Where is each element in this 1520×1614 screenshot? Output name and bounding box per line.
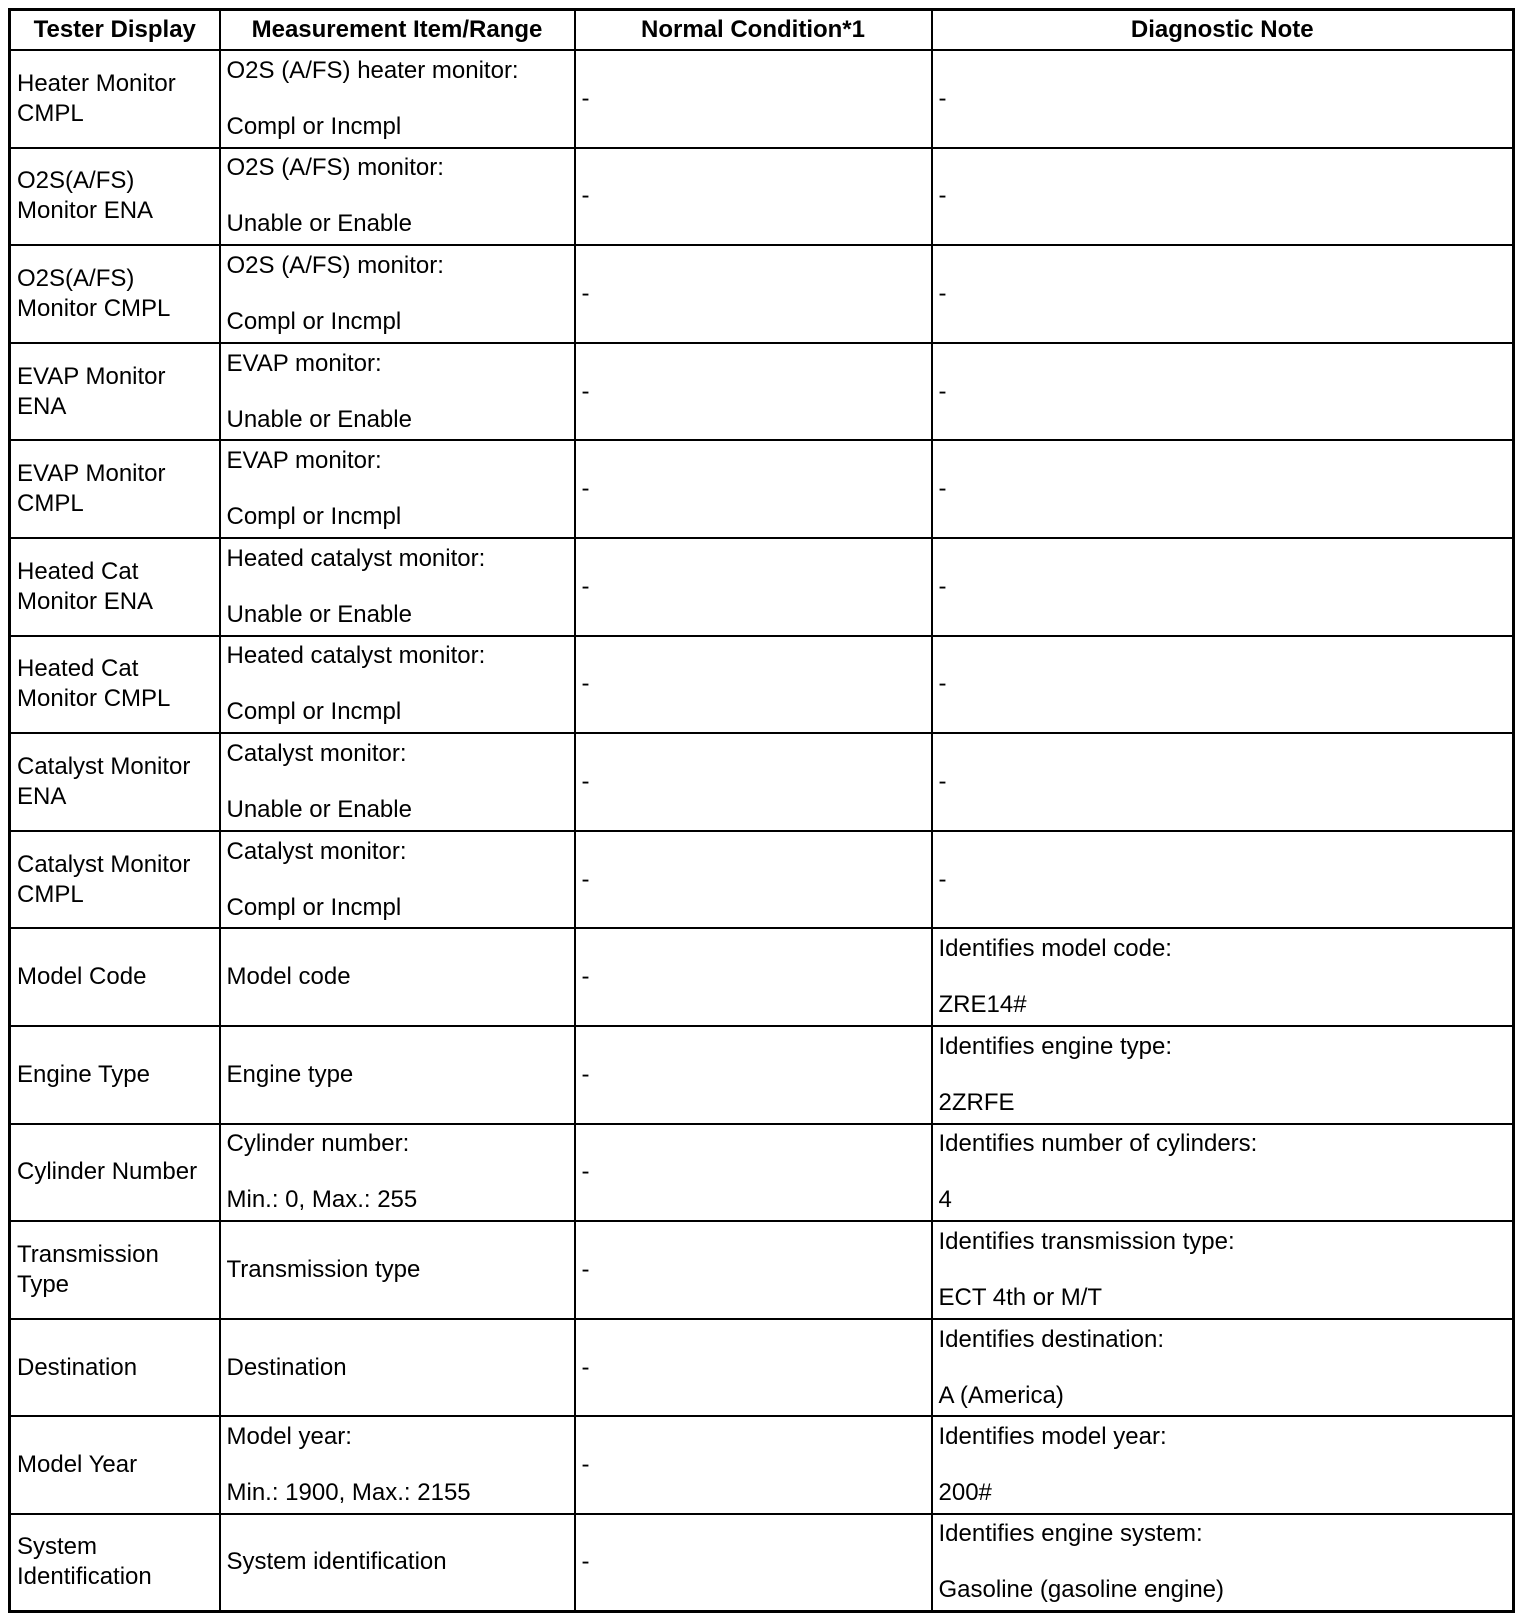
table-row bbox=[10, 148, 1514, 246]
diagnostic-note-cell-text: - bbox=[938, 279, 947, 307]
measurement-cell bbox=[220, 1514, 575, 1612]
measurement-cell bbox=[220, 733, 575, 831]
measurement-cell-line-2: Compl or Incmpl bbox=[226, 698, 402, 726]
diagnostic-note-cell-text: - bbox=[938, 475, 947, 503]
measurement-cell bbox=[220, 928, 575, 1026]
table-row bbox=[10, 1319, 1514, 1417]
normal-condition-text: - bbox=[581, 572, 590, 600]
normal-condition-text: - bbox=[581, 475, 590, 503]
measurement-cell-line-1: Model year: bbox=[226, 1423, 352, 1451]
normal-condition-text: - bbox=[581, 84, 590, 112]
normal-condition-cell bbox=[575, 1416, 932, 1514]
tester-display-cell bbox=[10, 440, 220, 538]
diagnostic-note-cell bbox=[932, 928, 1514, 1026]
measurement-cell bbox=[220, 1416, 575, 1514]
table-row bbox=[10, 440, 1514, 538]
table-row bbox=[10, 1416, 1514, 1514]
tester-display-text: EVAP Monitor CMPL bbox=[17, 460, 166, 518]
measurement-cell bbox=[220, 440, 575, 538]
diagnostic-note-cell bbox=[932, 1319, 1514, 1417]
diagnostic-note-cell bbox=[932, 148, 1514, 246]
measurement-cell-line-1: Heated catalyst monitor: bbox=[226, 544, 486, 572]
tester-display-cell bbox=[10, 50, 220, 148]
diagnostic-note-cell-text: - bbox=[938, 182, 947, 210]
diagnostic-note-cell-line-1: Identifies transmission type: bbox=[938, 1227, 1235, 1255]
table-row bbox=[10, 50, 1514, 148]
tester-display-cell bbox=[10, 148, 220, 246]
measurement-cell-line-1: EVAP monitor: bbox=[226, 447, 382, 475]
tester-display-text: Catalyst Monitor ENA bbox=[17, 752, 191, 810]
measurement-cell-line-1: O2S (A/FS) monitor: bbox=[226, 154, 444, 182]
measurement-cell-line-1: Cylinder number: bbox=[226, 1130, 410, 1158]
normal-condition-cell bbox=[575, 831, 932, 929]
diagnostic-note-cell bbox=[932, 1221, 1514, 1319]
table-body bbox=[10, 50, 1514, 1612]
measurement-cell bbox=[220, 1026, 575, 1124]
measurement-cell-text: Destination bbox=[226, 1353, 347, 1381]
measurement-cell-text: Engine type bbox=[226, 1060, 354, 1088]
header-measurement-item: Measurement Item/Range bbox=[220, 10, 575, 51]
measurement-cell bbox=[220, 50, 575, 148]
diagnostic-note-cell bbox=[932, 440, 1514, 538]
normal-condition-cell bbox=[575, 1319, 932, 1417]
measurement-cell-line-2: Unable or Enable bbox=[226, 405, 412, 433]
tester-display-text: Model Code bbox=[17, 963, 147, 991]
measurement-cell-line-1: EVAP monitor: bbox=[226, 349, 382, 377]
measurement-cell bbox=[220, 636, 575, 734]
diagnostic-note-cell-line-1: Identifies number of cylinders: bbox=[938, 1130, 1258, 1158]
tester-display-cell bbox=[10, 538, 220, 636]
measurement-cell-line-1: Catalyst monitor: bbox=[226, 837, 407, 865]
header-diagnostic-note: Diagnostic Note bbox=[932, 10, 1514, 51]
normal-condition-cell bbox=[575, 928, 932, 1026]
normal-condition-text: - bbox=[581, 1548, 590, 1576]
diagnostic-note-cell-line-1: Identifies model code: bbox=[938, 935, 1172, 963]
diagnostic-note-cell-text: - bbox=[938, 572, 947, 600]
tester-display-cell bbox=[10, 733, 220, 831]
tester-display-text: Cylinder Number bbox=[17, 1158, 198, 1186]
table-row bbox=[10, 1221, 1514, 1319]
diagnostic-note-cell-text: - bbox=[938, 767, 947, 795]
normal-condition-text: - bbox=[581, 1255, 590, 1283]
diagnostic-note-cell bbox=[932, 1026, 1514, 1124]
measurement-cell-line-1: Catalyst monitor: bbox=[226, 739, 407, 767]
tester-display-cell bbox=[10, 1221, 220, 1319]
table-row bbox=[10, 538, 1514, 636]
diagnostic-note-cell-line-2: ECT 4th or M/T bbox=[938, 1283, 1103, 1311]
diagnostic-note-cell-text: - bbox=[938, 84, 947, 112]
measurement-cell-line-2: Compl or Incmpl bbox=[226, 893, 402, 921]
tester-display-text: O2S(A/FS) Monitor CMPL bbox=[17, 264, 171, 322]
tester-display-text: Destination bbox=[17, 1353, 138, 1381]
normal-condition-text: - bbox=[581, 963, 590, 991]
tester-display-text: Transmission Type bbox=[17, 1240, 159, 1298]
tester-display-text: Heater Monitor CMPL bbox=[17, 69, 176, 127]
table-row bbox=[10, 831, 1514, 929]
header-tester-display: Tester Display bbox=[10, 10, 220, 51]
diagnostic-note-cell bbox=[932, 50, 1514, 148]
table-row bbox=[10, 343, 1514, 441]
tester-display-text: Model Year bbox=[17, 1451, 138, 1479]
normal-condition-text: - bbox=[581, 767, 590, 795]
measurement-cell bbox=[220, 1319, 575, 1417]
normal-condition-cell bbox=[575, 538, 932, 636]
tester-display-text: Catalyst Monitor CMPL bbox=[17, 850, 191, 908]
normal-condition-cell bbox=[575, 636, 932, 734]
measurement-cell-text: Model code bbox=[226, 963, 351, 991]
normal-condition-cell bbox=[575, 1514, 932, 1612]
measurement-cell bbox=[220, 1124, 575, 1222]
table-row bbox=[10, 1026, 1514, 1124]
diagnostic-note-cell bbox=[932, 1124, 1514, 1222]
tester-display-cell bbox=[10, 928, 220, 1026]
measurement-cell-line-2: Unable or Enable bbox=[226, 600, 412, 628]
tester-display-cell bbox=[10, 1319, 220, 1417]
diagnostic-note-cell-text: - bbox=[938, 865, 947, 893]
normal-condition-cell bbox=[575, 245, 932, 343]
normal-condition-cell bbox=[575, 440, 932, 538]
tester-display-text: System Identification bbox=[17, 1533, 152, 1591]
diagnostic-note-cell-line-2: 2ZRFE bbox=[938, 1088, 1015, 1116]
normal-condition-text: - bbox=[581, 865, 590, 893]
tester-display-cell bbox=[10, 1416, 220, 1514]
normal-condition-cell bbox=[575, 343, 932, 441]
measurement-cell-line-2: Compl or Incmpl bbox=[226, 307, 402, 335]
tester-display-text: O2S(A/FS) Monitor ENA bbox=[17, 167, 154, 225]
normal-condition-cell bbox=[575, 148, 932, 246]
table-row bbox=[10, 636, 1514, 734]
diagnostic-note-cell bbox=[932, 733, 1514, 831]
diagnostic-note-cell-line-2: A (America) bbox=[938, 1381, 1064, 1409]
table-row bbox=[10, 1514, 1514, 1612]
diagnostic-note-cell-line-1: Identifies model year: bbox=[938, 1423, 1167, 1451]
measurement-cell-line-2: Unable or Enable bbox=[226, 210, 412, 238]
normal-condition-text: - bbox=[581, 279, 590, 307]
diagnostic-note-cell bbox=[932, 636, 1514, 734]
tester-display-cell bbox=[10, 1026, 220, 1124]
normal-condition-cell bbox=[575, 1124, 932, 1222]
header-normal-condition: Normal Condition*1 bbox=[575, 10, 932, 51]
normal-condition-cell bbox=[575, 733, 932, 831]
measurement-cell bbox=[220, 831, 575, 929]
tester-display-text: EVAP Monitor ENA bbox=[17, 362, 166, 420]
diagnostic-note-cell bbox=[932, 1416, 1514, 1514]
normal-condition-cell bbox=[575, 1026, 932, 1124]
table-row bbox=[10, 245, 1514, 343]
table-row bbox=[10, 1124, 1514, 1222]
measurement-cell-line-2: Compl or Incmpl bbox=[226, 503, 402, 531]
diagnostic-note-cell-line-1: Identifies destination: bbox=[938, 1325, 1164, 1353]
measurement-cell bbox=[220, 148, 575, 246]
measurement-cell bbox=[220, 343, 575, 441]
measurement-cell-line-2: Unable or Enable bbox=[226, 795, 412, 823]
tester-display-cell bbox=[10, 343, 220, 441]
table-row bbox=[10, 733, 1514, 831]
diagnostic-note-cell bbox=[932, 831, 1514, 929]
diagnostic-note-cell bbox=[932, 1514, 1514, 1612]
diagnostic-note-cell bbox=[932, 538, 1514, 636]
diagnostic-note-cell bbox=[932, 343, 1514, 441]
measurement-cell bbox=[220, 1221, 575, 1319]
diagnostic-note-cell-line-2: ZRE14# bbox=[938, 991, 1027, 1019]
measurement-cell-line-2: Min.: 0, Max.: 255 bbox=[226, 1186, 418, 1214]
normal-condition-text: - bbox=[581, 377, 590, 405]
tester-display-text: Heated Cat Monitor ENA bbox=[17, 557, 154, 615]
tester-display-cell bbox=[10, 636, 220, 734]
diagnostic-note-cell-line-1: Identifies engine system: bbox=[938, 1520, 1203, 1548]
diagnostic-note-cell-line-2: Gasoline (gasoline engine) bbox=[938, 1576, 1225, 1604]
measurement-cell-line-1: Heated catalyst monitor: bbox=[226, 642, 486, 670]
measurement-cell-line-1: O2S (A/FS) monitor: bbox=[226, 251, 444, 279]
measurement-cell bbox=[220, 245, 575, 343]
tester-display-text: Heated Cat Monitor CMPL bbox=[17, 655, 171, 713]
normal-condition-cell bbox=[575, 1221, 932, 1319]
diagnostic-note-cell-text: - bbox=[938, 377, 947, 405]
data-monitor-table bbox=[8, 8, 1515, 1613]
diagnostic-note-cell-line-2: 200# bbox=[938, 1479, 992, 1507]
header-row bbox=[10, 10, 1514, 51]
measurement-cell-text: Transmission type bbox=[226, 1255, 421, 1283]
diagnostic-note-cell-text: - bbox=[938, 670, 947, 698]
tester-display-text: Engine Type bbox=[17, 1060, 150, 1088]
diagnostic-note-cell bbox=[932, 245, 1514, 343]
measurement-cell-line-1: O2S (A/FS) heater monitor: bbox=[226, 56, 519, 84]
tester-display-cell bbox=[10, 1514, 220, 1612]
measurement-cell-line-2: Compl or Incmpl bbox=[226, 112, 402, 140]
tester-display-cell bbox=[10, 245, 220, 343]
table-row bbox=[10, 928, 1514, 1026]
measurement-cell-text: System identification bbox=[226, 1548, 447, 1576]
measurement-cell bbox=[220, 538, 575, 636]
tester-display-cell bbox=[10, 1124, 220, 1222]
measurement-cell-line-2: Min.: 1900, Max.: 2155 bbox=[226, 1479, 471, 1507]
normal-condition-text: - bbox=[581, 1060, 590, 1088]
normal-condition-text: - bbox=[581, 1158, 590, 1186]
normal-condition-text: - bbox=[581, 1353, 590, 1381]
diagnostic-note-cell-line-2: 4 bbox=[938, 1186, 952, 1214]
normal-condition-text: - bbox=[581, 182, 590, 210]
diagnostic-note-cell-line-1: Identifies engine type: bbox=[938, 1032, 1172, 1060]
normal-condition-text: - bbox=[581, 670, 590, 698]
tester-display-cell bbox=[10, 831, 220, 929]
normal-condition-cell bbox=[575, 50, 932, 148]
normal-condition-text: - bbox=[581, 1451, 590, 1479]
